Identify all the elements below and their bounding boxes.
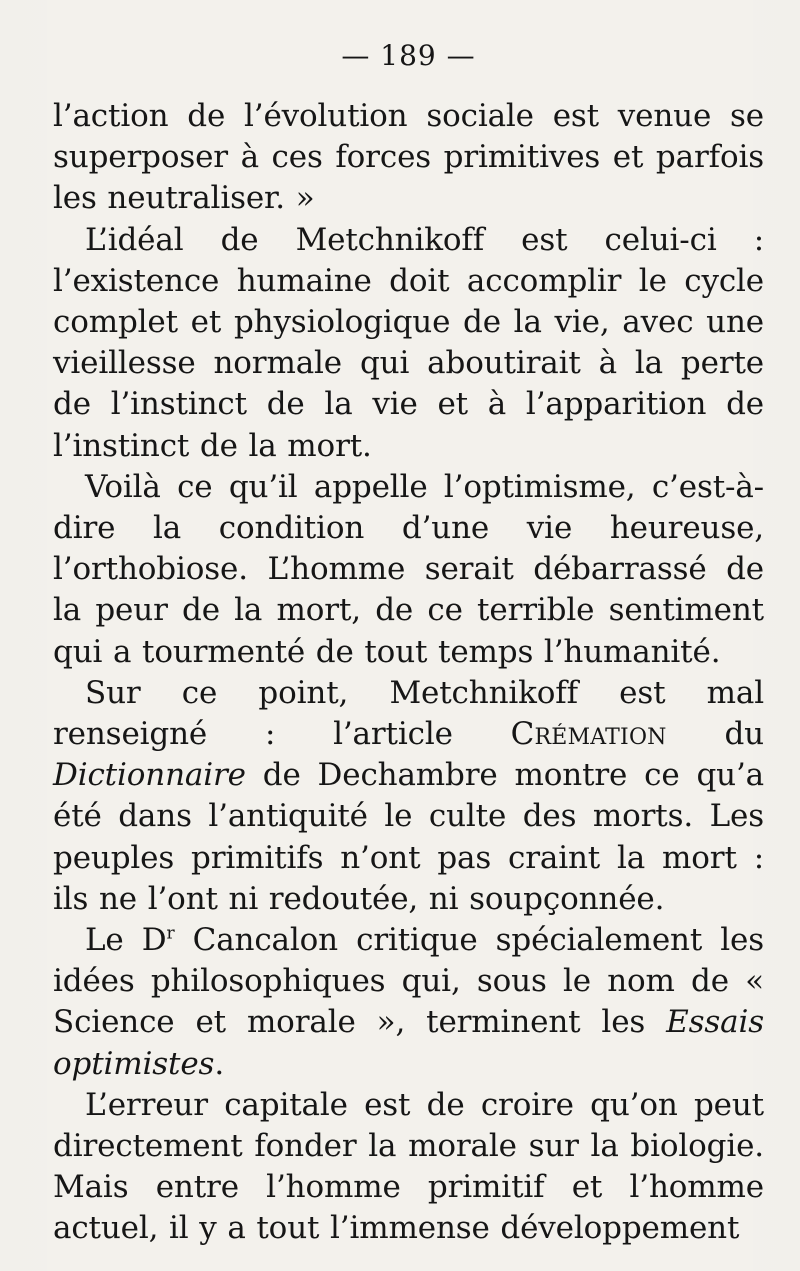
paragraph-5-text-1: Le D xyxy=(85,922,167,959)
paragraph-6-text: L’erreur capitale est de croire qu’on peut directement fonder la morale sur la biologie. Mais entre l’homme primitif et l’homme actuel, il y a tout l’immense développement xyxy=(53,1086,764,1247)
paragraph-5-italic-title: Essais optimistes xyxy=(53,1004,764,1082)
paragraph-3-text: Voilà ce qu’il appelle l’optimisme, c’est-à-dire la condition d’une vie heureuse, l’orthobiose. L’homme serait débarrassé de la peur de la mort, de ce terrible sentiment qui a tourmenté de tout temps l’humanité. xyxy=(53,468,764,670)
paragraph-4-italic-dictionnaire: Dictionnaire xyxy=(53,757,246,794)
paragraph-3 xyxy=(53,467,764,673)
paragraph-4-smallcaps-crémation: Crémation xyxy=(510,716,667,753)
page-text xyxy=(53,96,764,1250)
page-number: — 189 — xyxy=(341,39,476,72)
paragraph-4-text-2: du xyxy=(666,716,764,753)
paragraph-5 xyxy=(53,920,764,1085)
paragraph-4-text-1: Sur ce point, Metchnikoff est mal renseigné : l’article xyxy=(53,674,764,753)
paragraph-1-text: l’action de l’évolution sociale est venue se superposer à ces forces primitives et parfois les neutraliser. » xyxy=(53,98,764,217)
paragraph-1 xyxy=(53,96,764,220)
paragraph-5-text-2: Cancalon critique spécialement les idées philosophiques qui, sous le nom de « Science et morale », terminent les xyxy=(53,922,765,1041)
paragraph-4 xyxy=(53,673,764,920)
paragraph-5-superscript: r xyxy=(166,923,175,944)
paragraph-6 xyxy=(53,1085,764,1250)
paragraph-5-text-3: . xyxy=(214,1045,225,1082)
paragraph-4-text-3: de Dechambre montre ce qu’a été dans l’antiquité le culte des morts. Les peuples primitifs n’ont pas craint la mort : ils ne l’ont ni redoutée, ni soupçonnée. xyxy=(53,757,764,917)
paragraph-2 xyxy=(53,220,764,467)
paragraph-2-text: L’idéal de Metchnikoff est celui-ci : l’existence humaine doit accomplir le cycle complet et physiologique de la vie, avec une vieillesse normale qui aboutirait à la perte de l’instinct de la vie et à l’apparition de l’instinct de la mort. xyxy=(53,221,764,464)
